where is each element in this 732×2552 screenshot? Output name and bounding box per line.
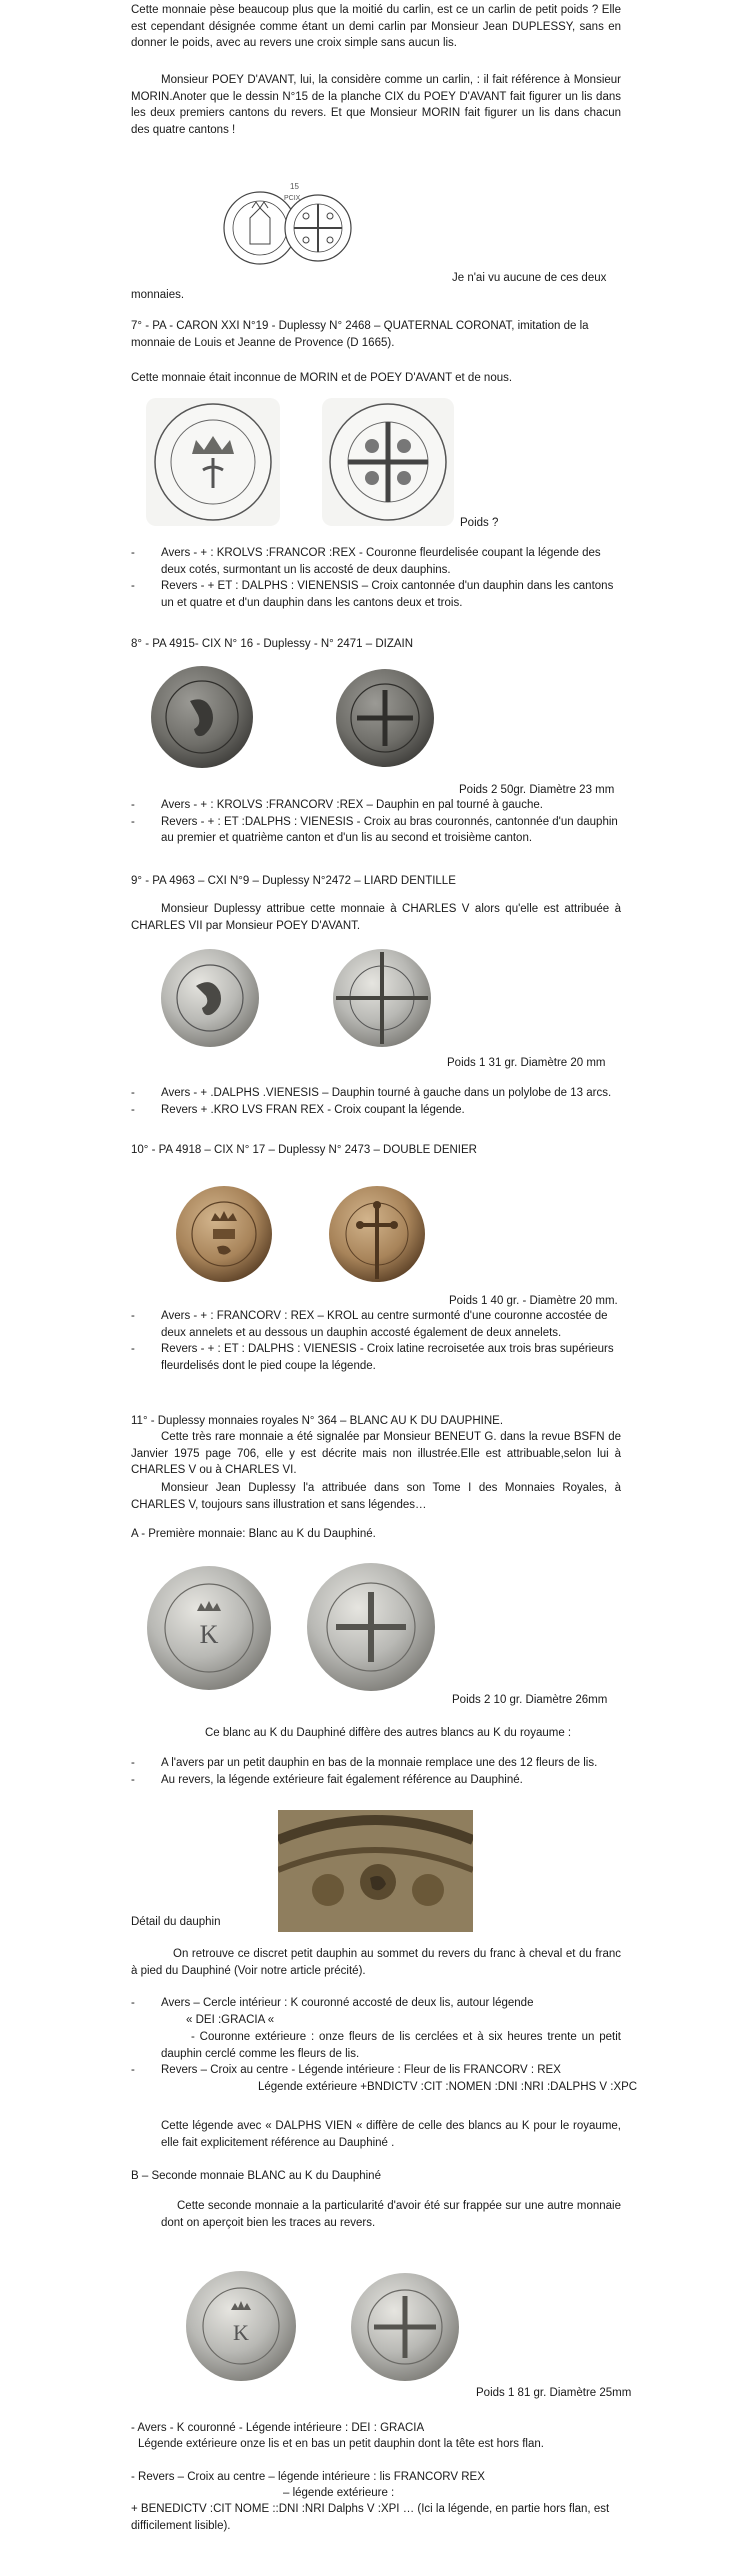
part-a-difference: Ce blanc au K du Dauphiné diffère des autres blancs au K du royaume : <box>205 1727 572 1739</box>
part-b-avers-2: Légende extérieure onze lis et en bas un petit dauphin dont la tête est hors flan. <box>138 2438 544 2450</box>
part-b-heading: B – Seconde monnaie BLANC au K du Dauphiné <box>131 2170 381 2182</box>
section-9-revers: - Revers + .KRO LVS FRAN REX - Croix coupant la légende. <box>131 1102 621 1119</box>
liard-obverse-coin <box>160 948 260 1048</box>
part-b-revers-3: + BENEDICTV :CIT NOME ::DNI :NRI Dalphs V :XPI … (Ici la légende, en partie hors flan, est difficilement lisible). <box>131 2503 610 2532</box>
part-a-weight: Poids 2 10 gr. Diamètre 26mm <box>452 1694 608 1706</box>
quaternal-obverse-coin <box>146 398 280 526</box>
drawing-note-plate: PCIX <box>284 195 301 202</box>
liard-reverse-coin <box>332 948 432 1048</box>
section-9-weight: Poids 1 31 gr. Diamètre 20 mm <box>447 1057 606 1069</box>
poey-davant-drawing <box>222 178 352 282</box>
section-8-heading: 8° - PA 4915- CIX N° 16 - Duplessy - N° 2471 – DIZAIN <box>131 638 414 650</box>
part-b-revers-1: - Revers – Croix au centre – légende intérieure : lis FRANCORV REX <box>131 2471 485 2483</box>
double-denier-obverse-coin <box>175 1185 273 1283</box>
section-11-paragraph-2: Monsieur Jean Duplessy l'a attribuée dans son Tome I des Monnaies Royales, à CHARLES V, toujours sans illustration et sans légendes… <box>131 1482 621 1511</box>
part-a-avers-line: - Avers – Cercle intérieur : K couronné accosté de deux lis, autour légende <box>131 1995 621 2012</box>
section-7-note: Cette monnaie était inconnue de MORIN et de POEY D'AVANT et de nous. <box>131 372 513 384</box>
part-a-revers-line: - Revers – Croix au centre - Légende intérieure : Fleur de lis FRANCORV : REX <box>131 2062 621 2079</box>
section-11-heading: 11° - Duplessy monnaies royales N° 364 – BLANC AU K DU DAUPHINE. <box>131 1415 504 1427</box>
intro-paragraph-2: Monsieur POEY D'AVANT, lui, la considère comme un carlin, : il fait référence à Monsieur MORIN.Anoter que le dessin N°15 de la planche CIX du POEY D'AVANT fait figurer un lis dans les deux premiers cantons du revers. Et que Monsieur MORIN fait figurer un lis dans chacun des quatre cantons ! <box>131 74 621 137</box>
section-11-paragraph-1: Cette très rare monnaie a été signalée par Monsieur BENEUT G. dans la revue BSFN de Janvier 1975 page 706, elle y est décrite mais non illustrée.Elle est attribuable,selon lui à CHARLES V ou à CHARLES VI. <box>131 1431 621 1477</box>
part-b-paragraph: Cette seconde monnaie a la particularité d'avoir été sur frappée sur une autre monnaie dont on aperçoit bien les traces au revers. <box>161 2200 621 2229</box>
section-8-revers: - Revers - + : ET :DALPHS : VIENESIS - Croix au bras couronnés, cantonnée d'un dauphin au premier et quatrième canton et d'un lis au second et troisième canton. <box>131 814 621 847</box>
part-a-heading: A - Première monnaie: Blanc au K du Dauphiné. <box>131 1528 376 1540</box>
section-7-weight: Poids ? <box>460 517 499 529</box>
drawing-note-number: 15 <box>290 182 299 191</box>
section-9-avers: - Avers - + .DALPHS .VIENESIS – Dauphin tourné à gauche dans un polylobe de 13 arcs. <box>131 1085 621 1102</box>
section-9-heading: 9° - PA 4963 – CXI N°9 – Duplessy N°2472 – LIARD DENTILLE <box>131 875 456 887</box>
blanc-a-obverse-coin <box>145 1565 273 1691</box>
section-7-heading: 7° - PA - CARON XXI N°19 - Duplessy N° 2468 – QUATERNAL CORONAT, imitation de la monnaie de Louis et Jeanne de Provence (D 1665). <box>131 320 589 349</box>
part-a-avers-legend: « DEI :GRACIA « <box>186 2014 275 2026</box>
part-b-weight: Poids 1 81 gr. Diamètre 25mm <box>476 2387 632 2399</box>
section-10-weight: Poids 1 40 gr. - Diamètre 20 mm. <box>449 1295 618 1307</box>
part-a-avers-couronne: - Couronne extérieure : onze fleurs de lis cerclées et à six heures trente un petit dauphin cerclé comme les fleurs de lis. <box>161 2031 621 2060</box>
section-7-revers: - Revers - + ET : DALPHS : VIENENSIS – Croix cantonnée d'un dauphin dans les cantons un et quatre et d'un dauphin dans les cantons deux et trois. <box>131 578 621 611</box>
dauphin-detail-caption: Détail du dauphin <box>131 1916 221 1928</box>
dizain-obverse-coin <box>150 665 254 769</box>
section-10-avers: - Avers - + : FRANCORV : REX – KROL au centre surmonté d'une couronne accostée de deux annelets et au dessous un dauphin accosté également de deux annelets. <box>131 1308 621 1341</box>
part-a-bullet-avers: - A l'avers par un petit dauphin en bas de la monnaie remplace une des 12 fleurs de lis. <box>131 1755 621 1772</box>
section-9-note: Monsieur Duplessy attribue cette monnaie à CHARLES V alors qu'elle est attribuée à CHARLES VII par Monsieur POEY D'AVANT. <box>131 903 621 932</box>
dizain-reverse-coin <box>335 668 435 768</box>
section-7-avers: - Avers - + : KROLVS :FRANCOR :REX - Couronne fleurdelisée coupant la légende des deux cotés, surmontant un lis accosté de deux dauphins. <box>131 545 621 578</box>
quaternal-reverse-coin <box>322 398 454 526</box>
svg-text:K: K <box>199 1620 219 1649</box>
part-a-bullet-revers: - Au revers, la légende extérieure fait également référence au Dauphiné. <box>131 1772 621 1789</box>
blanc-a-reverse-coin <box>304 1562 438 1692</box>
double-denier-reverse-coin <box>328 1185 426 1283</box>
section-10-revers: - Revers - + : ET : DALPHS : VIENESIS - Croix latine recroisetée aux trois bras supérieurs fleurdelisés dont le pied coupe la légende. <box>131 1341 621 1374</box>
part-a-retrouve: On retrouve ce discret petit dauphin au sommet du revers du franc à cheval et du franc à pied du Dauphiné (Voir notre article précité). <box>131 1948 621 1977</box>
intro-paragraph-1: Cette monnaie pèse beaucoup plus que la moitié du carlin, est ce un carlin de petit poids ? Elle est cependant désignée comme étant un demi carlin par Monsieur Jean DUPLESSY, sans en donner le poids, avec au revers une croix simple sans aucun lis. <box>131 4 621 50</box>
part-a-legende: Cette légende avec « DALPHS VIEN « diffère de celle des blancs au K pour le royaume, elle fait explicitement référence au Dauphiné . <box>161 2120 621 2149</box>
drawing-caption-end: monnaies. <box>131 289 185 301</box>
dauphin-detail-photo <box>278 1810 473 1932</box>
section-8-weight: Poids 2 50gr. Diamètre 23 mm <box>459 784 615 796</box>
part-a-revers-ext: Légende extérieure +BNDICTV :CIT :NOMEN :DNI :NRI :DALPHS V :XPC <box>258 2081 638 2093</box>
svg-text:K: K <box>233 2320 249 2345</box>
drawing-caption: Je n'ai vu aucune de ces deux <box>452 272 607 284</box>
blanc-b-reverse-coin <box>350 2272 460 2382</box>
section-10-heading: 10° - PA 4918 – CIX N° 17 – Duplessy N° 2473 – DOUBLE DENIER <box>131 1144 477 1156</box>
part-b-revers-2: – légende extérieure : <box>283 2487 395 2499</box>
part-b-avers-1: - Avers - K couronné - Légende intérieure : DEI : GRACIA <box>131 2422 425 2434</box>
section-8-avers: - Avers - + : KROLVS :FRANCORV :REX – Dauphin en pal tourné à gauche. <box>131 797 621 814</box>
blanc-b-obverse-coin <box>185 2270 297 2382</box>
